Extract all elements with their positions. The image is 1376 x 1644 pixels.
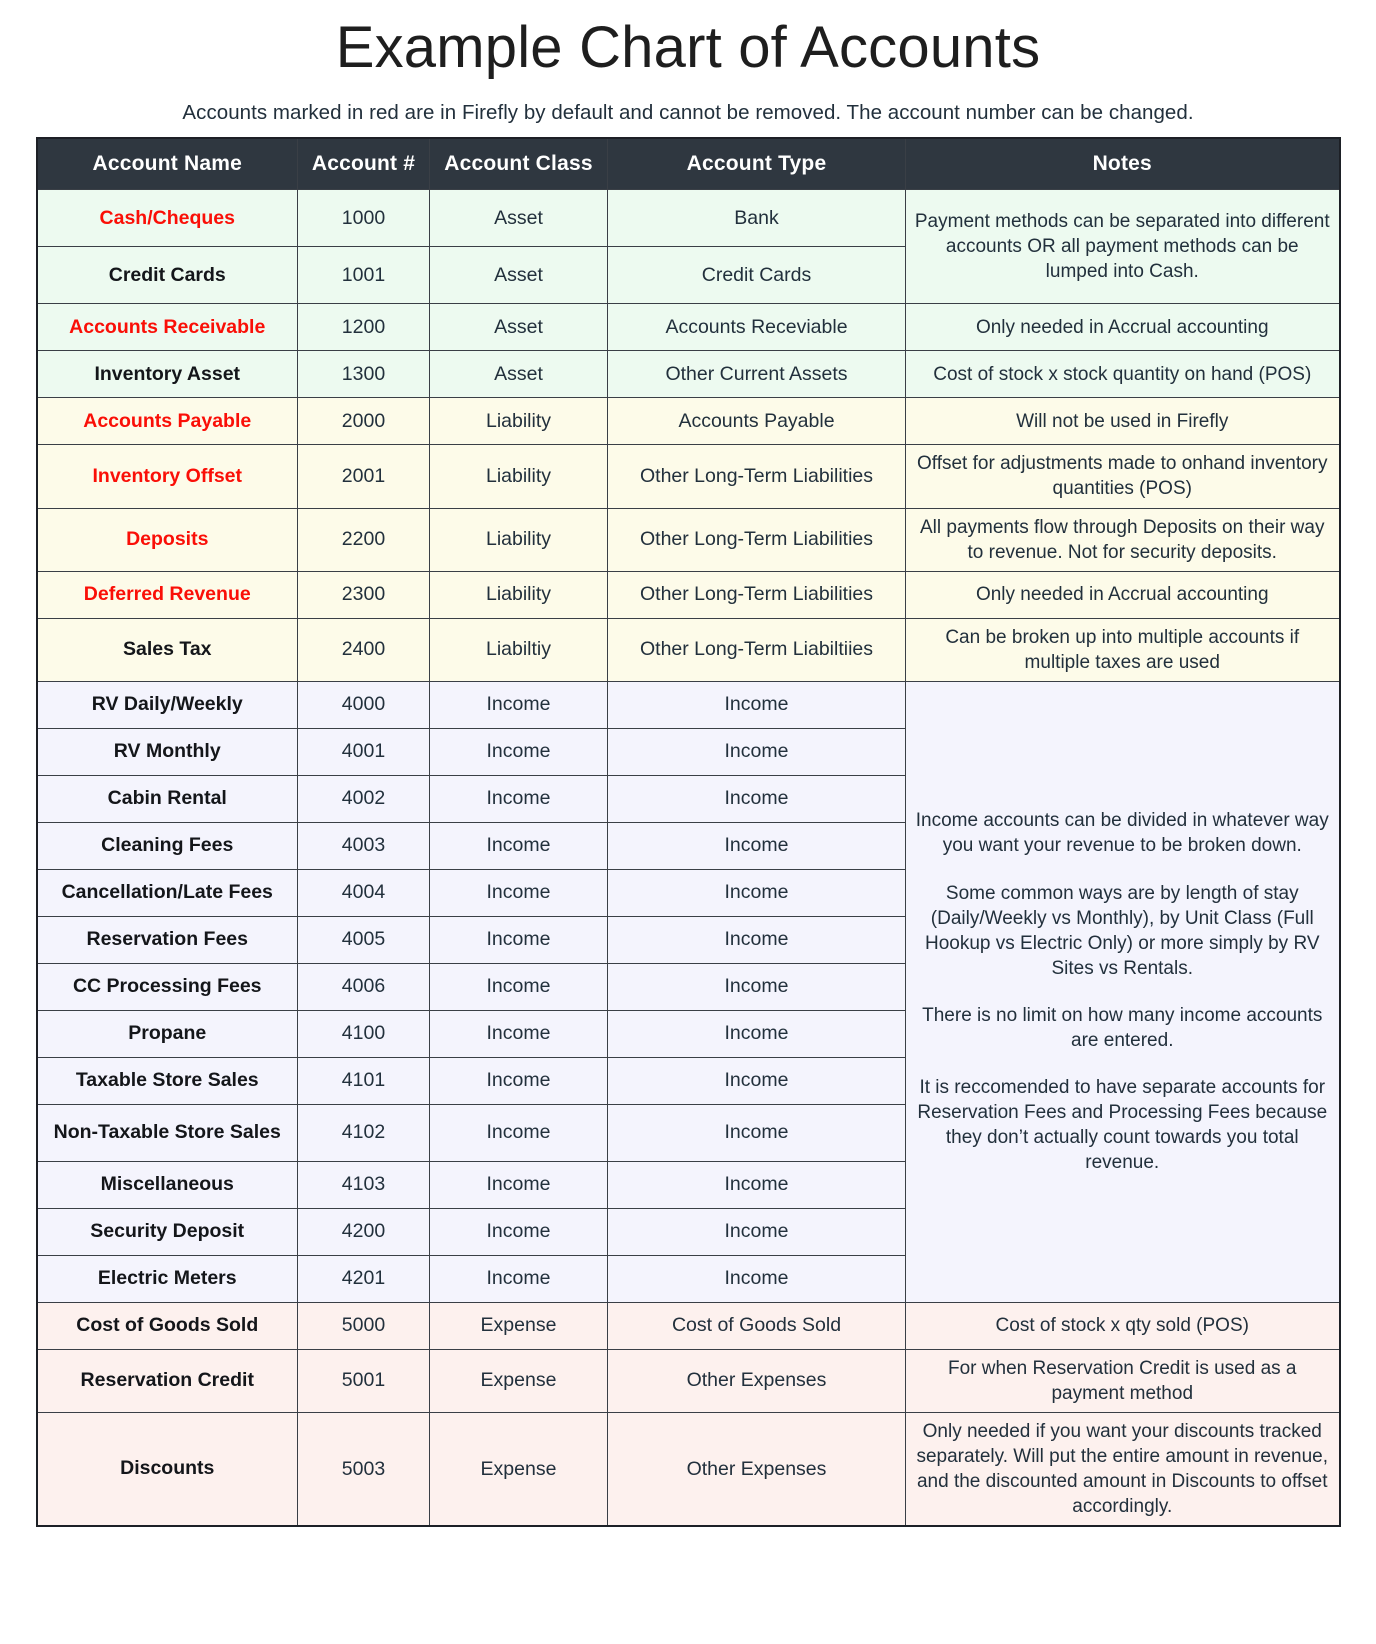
table-row: [37, 1302, 1340, 1349]
cell-account-type: Income: [608, 728, 906, 775]
cell-account-class: Income: [430, 681, 608, 728]
cell-account-name: Sales Tax: [37, 618, 298, 681]
cell-account-number: 4200: [298, 1208, 430, 1255]
cell-notes: Only needed in Accrual accounting: [906, 571, 1340, 618]
cell-account-name: Inventory Asset: [37, 351, 298, 398]
cell-notes: All payments flow through Deposits on their way to revenue. Not for security deposits.: [906, 508, 1340, 571]
cell-notes: Will not be used in Firefly: [906, 398, 1340, 445]
cell-account-name: Discounts: [37, 1413, 298, 1527]
cell-account-class: Income: [430, 963, 608, 1010]
table-row: [37, 508, 1340, 571]
cell-account-number: 2300: [298, 571, 430, 618]
cell-notes: Payment methods can be separated into different accounts OR all payment methods can be lumped into Cash.: [906, 190, 1340, 304]
cell-account-name: Cancellation/Late Fees: [37, 869, 298, 916]
cell-account-class: Income: [430, 1255, 608, 1302]
cell-account-name: Cash/Cheques: [37, 190, 298, 247]
cell-account-class: Income: [430, 1161, 608, 1208]
cell-account-number: 1001: [298, 247, 430, 304]
chart-of-accounts-table: [36, 137, 1341, 1527]
cell-account-class: Liabiltiy: [430, 618, 608, 681]
cell-account-type: Other Expenses: [608, 1413, 906, 1527]
cell-account-type: Income: [608, 869, 906, 916]
cell-account-type: Income: [608, 822, 906, 869]
cell-account-name: Propane: [37, 1010, 298, 1057]
table-row: [37, 681, 1340, 728]
cell-account-number: 4006: [298, 963, 430, 1010]
cell-account-name: Miscellaneous: [37, 1161, 298, 1208]
cell-account-name: Cabin Rental: [37, 775, 298, 822]
cell-account-type: Income: [608, 1161, 906, 1208]
cell-account-type: Income: [608, 1255, 906, 1302]
cell-account-number: 1200: [298, 304, 430, 351]
cell-account-number: 4004: [298, 869, 430, 916]
cell-account-name: Security Deposit: [37, 1208, 298, 1255]
cell-account-class: Income: [430, 916, 608, 963]
cell-account-type: Other Long-Term Liabilities: [608, 445, 906, 508]
column-header-account-class: Account Class: [430, 138, 608, 190]
income-note-paragraph-3: There is no limit on how many income accounts are entered.: [922, 1004, 1323, 1051]
cell-account-type: Accounts Payable: [608, 398, 906, 445]
cell-account-number: 2000: [298, 398, 430, 445]
cell-account-name: CC Processing Fees: [37, 963, 298, 1010]
cell-account-class: Income: [430, 1057, 608, 1104]
cell-account-name: Deposits: [37, 508, 298, 571]
cell-account-type: Other Long-Term Liabiltiies: [608, 618, 906, 681]
table-row: [37, 190, 1340, 247]
table-row: [37, 304, 1340, 351]
cell-account-name: Reservation Fees: [37, 916, 298, 963]
table-row: [37, 398, 1340, 445]
cell-account-number: 2400: [298, 618, 430, 681]
table-header: [37, 138, 1340, 190]
cell-account-name: Accounts Payable: [37, 398, 298, 445]
cell-notes: Cost of stock x qty sold (POS): [906, 1302, 1340, 1349]
cell-account-type: Income: [608, 1104, 906, 1161]
cell-account-type: Other Expenses: [608, 1349, 906, 1412]
cell-account-class: Liability: [430, 445, 608, 508]
cell-account-number: 4001: [298, 728, 430, 775]
cell-account-name: Accounts Receivable: [37, 304, 298, 351]
cell-account-class: Expense: [430, 1349, 608, 1412]
chart-of-accounts-page: [0, 15, 1376, 1644]
cell-account-number: 4000: [298, 681, 430, 728]
cell-notes: Cost of stock x stock quantity on hand (POS): [906, 351, 1340, 398]
column-header-account-number: Account #: [298, 138, 430, 190]
cell-account-name: Credit Cards: [37, 247, 298, 304]
cell-account-class: Income: [430, 775, 608, 822]
column-header-account-type: Account Type: [608, 138, 906, 190]
cell-account-class: Liability: [430, 571, 608, 618]
cell-account-type: Income: [608, 916, 906, 963]
cell-account-type: Credit Cards: [608, 247, 906, 304]
table-body: [37, 190, 1340, 1526]
cell-account-class: Asset: [430, 190, 608, 247]
cell-account-class: Income: [430, 869, 608, 916]
cell-account-type: Accounts Receviable: [608, 304, 906, 351]
cell-account-name: Deferred Revenue: [37, 571, 298, 618]
cell-account-type: Income: [608, 1010, 906, 1057]
cell-notes: Only needed in Accrual accounting: [906, 304, 1340, 351]
cell-account-class: Liability: [430, 508, 608, 571]
income-note-paragraph-4: It is reccomended to have separate accounts for Reservation Fees and Processing Fees because they don’t actually count towards you total revenue.: [917, 1077, 1328, 1174]
cell-account-type: Income: [608, 775, 906, 822]
cell-account-number: 5001: [298, 1349, 430, 1412]
cell-notes: Offset for adjustments made to onhand inventory quantities (POS): [906, 445, 1340, 508]
page-subtitle: Accounts marked in red are in Firefly by default and cannot be removed. The account number can be changed.: [182, 100, 1194, 124]
cell-account-name: Taxable Store Sales: [37, 1057, 298, 1104]
cell-account-class: Asset: [430, 247, 608, 304]
cell-account-name: RV Daily/Weekly: [37, 681, 298, 728]
cell-account-type: Income: [608, 681, 906, 728]
column-header-account-name: Account Name: [37, 138, 298, 190]
cell-account-type: Income: [608, 1057, 906, 1104]
cell-account-name: Non-Taxable Store Sales: [37, 1104, 298, 1161]
cell-account-name: Cost of Goods Sold: [37, 1302, 298, 1349]
table-row: [37, 571, 1340, 618]
cell-account-class: Income: [430, 1010, 608, 1057]
column-header-notes: Notes: [906, 138, 1340, 190]
cell-account-number: 5003: [298, 1413, 430, 1527]
cell-notes: Only needed if you want your discounts tracked separately. Will put the entire amount in revenue, and the discounted amount in Discounts to offset accordingly.: [906, 1413, 1340, 1527]
cell-notes: Can be broken up into multiple accounts if multiple taxes are used: [906, 618, 1340, 681]
cell-account-name: Inventory Offset: [37, 445, 298, 508]
cell-account-class: Income: [430, 1104, 608, 1161]
cell-account-class: Income: [430, 728, 608, 775]
cell-account-number: 4003: [298, 822, 430, 869]
cell-notes-income: [906, 681, 1340, 1302]
cell-account-number: 4101: [298, 1057, 430, 1104]
cell-account-type: Cost of Goods Sold: [608, 1302, 906, 1349]
table-header-row: [37, 138, 1340, 190]
page-title: Example Chart of Accounts: [335, 15, 1041, 80]
cell-account-class: Expense: [430, 1302, 608, 1349]
income-note-paragraph-1: Income accounts can be divided in whatever way you want your revenue to be broken down.: [915, 810, 1329, 857]
cell-account-number: 5000: [298, 1302, 430, 1349]
cell-account-class: Income: [430, 1208, 608, 1255]
cell-account-name: Electric Meters: [37, 1255, 298, 1302]
cell-account-name: Reservation Credit: [37, 1349, 298, 1412]
table-row: [37, 618, 1340, 681]
table-row: [37, 1349, 1340, 1412]
cell-account-class: Expense: [430, 1413, 608, 1527]
cell-account-number: 4103: [298, 1161, 430, 1208]
cell-account-class: Asset: [430, 351, 608, 398]
cell-account-number: 1300: [298, 351, 430, 398]
cell-account-number: 4002: [298, 775, 430, 822]
table-row: [37, 1413, 1340, 1527]
cell-account-type: Bank: [608, 190, 906, 247]
cell-account-class: Liability: [430, 398, 608, 445]
cell-account-number: 2001: [298, 445, 430, 508]
cell-account-number: 1000: [298, 190, 430, 247]
cell-notes: For when Reservation Credit is used as a payment method: [906, 1349, 1340, 1412]
cell-account-class: Asset: [430, 304, 608, 351]
cell-account-number: 4201: [298, 1255, 430, 1302]
cell-account-number: 4005: [298, 916, 430, 963]
cell-account-type: Other Current Assets: [608, 351, 906, 398]
cell-account-number: 2200: [298, 508, 430, 571]
cell-account-class: Income: [430, 822, 608, 869]
cell-account-number: 4102: [298, 1104, 430, 1161]
cell-account-name: RV Monthly: [37, 728, 298, 775]
table-row: [37, 445, 1340, 508]
table-row: [37, 351, 1340, 398]
cell-account-type: Other Long-Term Liabilities: [608, 508, 906, 571]
cell-account-type: Income: [608, 1208, 906, 1255]
cell-account-name: Cleaning Fees: [37, 822, 298, 869]
cell-account-number: 4100: [298, 1010, 430, 1057]
income-note-paragraph-2: Some common ways are by length of stay (Daily/Weekly vs Monthly), by Unit Class (Full Hookup vs Electric Only) or more simply by RV Sites vs Rentals.: [924, 882, 1320, 979]
cell-account-type: Other Long-Term Liabilities: [608, 571, 906, 618]
cell-account-type: Income: [608, 963, 906, 1010]
